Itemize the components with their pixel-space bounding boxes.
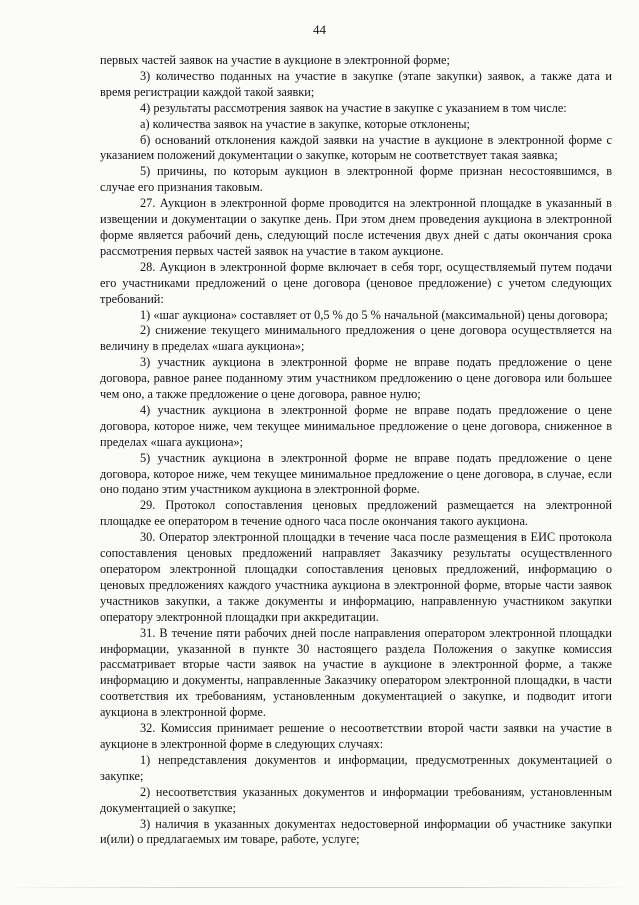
paragraph-clause-32: 32. Комиссия принимает решение о несоответствии второй части заявки на участие в аукционе в электронной форме в следующих случаях:: [100, 721, 612, 751]
paragraph: 4) участник аукциона в электронной форме не вправе подать предложение о цене договора, которое ниже, чем текущее минимальное предложение о цене договора, сниженное в пределах «шага аукциона»;: [100, 402, 612, 449]
paragraph: б) оснований отклонения каждой заявки на участие в аукционе в электронной форме с указанием положений документации о закупке, которым не соответствует такая заявка;: [100, 132, 612, 163]
scan-edge-line: [0, 887, 639, 888]
paragraph-continuation: первых частей заявок на участие в аукционе в электронной форме;: [100, 53, 450, 67]
paragraph-clause-30: 30. Оператор электронной площадки в течение часа после размещения в ЕИС протокола сопоставления ценовых предложений направляет Заказчику результаты осуществленного оператором электронной площадки сопоставления ценовых предложений, информацию о ценовых предложениях каждого участника аукциона в электронной форме, вторые части заявок участников закупки, а также документы и информацию, направленную участником закупки оператору электронной площадки при аккредитации.: [100, 530, 612, 624]
paragraph-clause-29: 29. Протокол сопоставления ценовых предложений размещается на электронной площадке ее оператором в течение одного часа после окончания такого аукциона.: [100, 498, 612, 529]
paragraph: 1) «шаг аукциона» составляет от 0,5 % до 5 % начальной (максимальной) цены договора;: [140, 307, 608, 322]
paragraph: 3) наличия в указанных документах недостоверной информации об участнике закупки и(или) о предлагаемых им товаре, работе, услуге;: [100, 816, 612, 847]
paragraph: а) количества заявок на участие в закупке, которые отклонены;: [140, 116, 470, 131]
document-body: [100, 53, 612, 848]
paragraph: 4) результаты рассмотрения заявок на участие в закупке с указанием в том числе:: [140, 100, 567, 115]
paragraph: 3) участник аукциона в электронной форме не вправе подать предложение о цене договора, равное ранее поданному этим участником предложению о цене договора или большее чем оно, а также предложение о цене договора, равное нулю;: [100, 355, 612, 402]
paragraph: 1) непредставления документов и информации, предусмотренных документацией о закупке;: [100, 752, 612, 783]
page-number: 44: [313, 22, 326, 37]
paragraph-clause-28: 28. Аукцион в электронной форме включает в себя торг, осуществляемый путем подачи его участниками предложений о цене договора (ценовое предложение) с учетом следующих требований:: [100, 259, 612, 306]
paragraph-clause-31: 31. В течение пяти рабочих дней после направления оператором электронной площадки информации, указанной в пункте 30 настоящего раздела Положения о закупке комиссия рассматривает вторые части заявок на участие в аукционе в электронной форме, а также информацию и документы, направленные Заказчику оператором электронной площадки, в части соответствия их требованиям, установленным документацией о закупке, и подводит итоги аукциона в электронной форме.: [100, 625, 612, 720]
paragraph: 5) участник аукциона в электронной форме не вправе подать предложение о цене договора, которое ниже, чем текущее минимальное предложение о цене договора, в случае, если оно подано этим участником аукциона в электронной форме.: [100, 450, 612, 497]
paragraph: 5) причины, по которым аукцион в электронной форме признан несостоявшимся, в случае его признания таковым.: [100, 164, 612, 195]
paragraph-clause-27: 27. Аукцион в электронной форме проводится на электронной площадке в указанный в извещении и документации о закупке день. При этом днем проведения аукциона в электронной форме является рабочий день, следующий после истечения двух дней с даты окончания срока рассмотрения первых частей заявок на участие в таком аукционе.: [100, 196, 612, 258]
paragraph: 2) снижение текущего минимального предложения о цене договора осуществляется на величину в пределах «шага аукциона»;: [100, 323, 612, 354]
paragraph: 3) количество поданных на участие в закупке (этапе закупки) заявок, а также дата и время регистрации каждой такой заявки;: [100, 68, 612, 99]
paragraph: 2) несоответствия указанных документов и информации требованиям, установленным документацией о закупке;: [100, 784, 612, 815]
